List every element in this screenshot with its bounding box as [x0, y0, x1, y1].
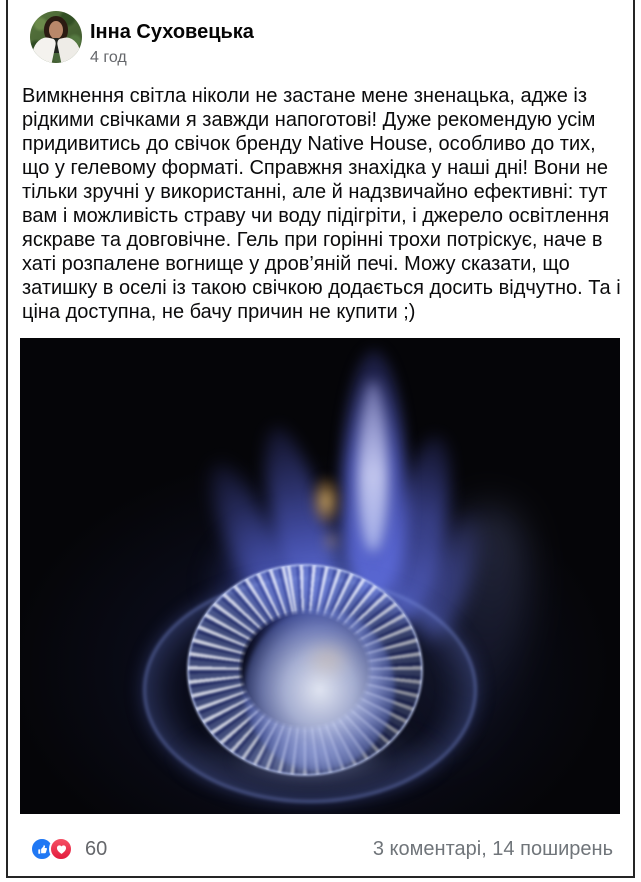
- comments-shares-text[interactable]: 3 коментарі, 14 поширень: [372, 837, 613, 860]
- flame-warm-accent: [310, 474, 342, 528]
- reactions-group[interactable]: [30, 837, 107, 861]
- post-footer: [30, 836, 613, 862]
- cup-front-highlight: [230, 736, 390, 784]
- avatar[interactable]: [30, 11, 82, 63]
- avatar-blazer-right: [56, 35, 82, 63]
- author-name[interactable]: Інна Суховецька: [90, 21, 254, 43]
- candle-photo[interactable]: [20, 338, 620, 814]
- love-reaction-icon[interactable]: [49, 837, 73, 861]
- gel-warm-highlight: [302, 638, 354, 680]
- post-timestamp[interactable]: 4 год: [90, 49, 127, 66]
- post-body-text: Вимкнення світла ніколи не застане мене зненацька, адже із рідкими свічками я завжди напоготові! Дуже рекомендую усім придивитись до свічок бренду Native House, особливо до тих, що у гелевому форматі. Справжня знахідка у наші дні! Вони не тільки зручні у використанні, але й надзвичайно ефективні: тут вам і можливість страву чи воду підігріти, і джерело освітлення яскраве та довговічне. Гель при горінні трохи потріскує, наче в хаті розпалене вогнище у дров’яній печі. Можу сказати, що затишку в оселі із такою свічкою додається досить відчутно. Та і ціна доступна, не бачу причин не купити ;): [22, 85, 621, 323]
- avatar-blazer-left: [30, 35, 56, 63]
- heart-icon: [55, 843, 68, 856]
- reaction-count[interactable]: 60: [85, 837, 108, 860]
- flame-warm-accent-small: [320, 526, 342, 556]
- thumbs-up-icon: [36, 843, 49, 856]
- avatar-face: [49, 21, 63, 39]
